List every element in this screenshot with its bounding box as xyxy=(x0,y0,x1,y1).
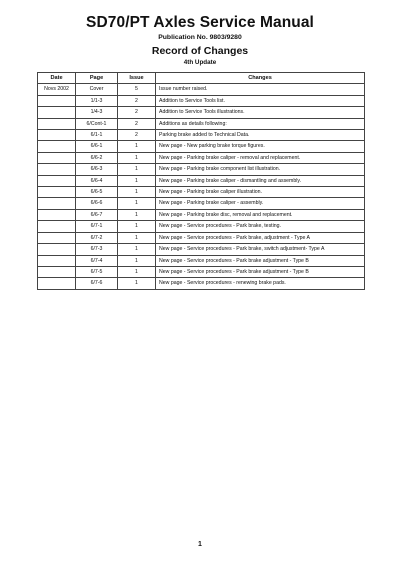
table-row xyxy=(38,266,365,277)
table-row xyxy=(38,118,365,129)
cell-issue: 2 xyxy=(118,107,156,118)
cell-issue: 1 xyxy=(118,266,156,277)
cell-page: 6/6-4 xyxy=(76,175,118,186)
cell-change: New page - Service procedures - Park brake, switch adjustment- Type A xyxy=(156,244,365,255)
cell-issue: 1 xyxy=(118,232,156,243)
cell-change: Issue number raised. xyxy=(156,84,365,95)
table-row xyxy=(38,255,365,266)
cell-change: New page - Service procedures - Park brake, testing. xyxy=(156,221,365,232)
table-row xyxy=(38,209,365,220)
cell-issue: 1 xyxy=(118,141,156,152)
cell-change: New page - Parking brake component list illustration. xyxy=(156,164,365,175)
cell-change: Addition to Service Tools illustrations. xyxy=(156,107,365,118)
table-row xyxy=(38,278,365,289)
table-row xyxy=(38,130,365,141)
cell-issue: 1 xyxy=(118,187,156,198)
cell-date xyxy=(38,130,76,141)
cell-page: 6/6-3 xyxy=(76,164,118,175)
cell-page: 1/1-3 xyxy=(76,95,118,106)
cell-date xyxy=(38,255,76,266)
cell-date xyxy=(38,107,76,118)
cell-page: 6/6-1 xyxy=(76,141,118,152)
column-header-date: Date xyxy=(38,73,76,84)
update-label: 4th Update xyxy=(183,59,217,66)
cell-page: 6/7-3 xyxy=(76,244,118,255)
cell-page: 6/7-1 xyxy=(76,221,118,232)
cell-issue: 2 xyxy=(118,95,156,106)
table-row xyxy=(38,244,365,255)
cell-issue: 1 xyxy=(118,278,156,289)
table-row xyxy=(38,95,365,106)
cell-page: 6/7-6 xyxy=(76,278,118,289)
table-row xyxy=(38,152,365,163)
cell-change: New page - Parking brake caliper illustration. xyxy=(156,187,365,198)
cell-date xyxy=(38,95,76,106)
cell-change: New page - Parking brake caliper - assembly. xyxy=(156,198,365,209)
cell-issue: 1 xyxy=(118,198,156,209)
cell-page: 6/1-1 xyxy=(76,130,118,141)
cell-date xyxy=(38,152,76,163)
cell-date xyxy=(38,198,76,209)
manual-title: SD70/PT Axles Service Manual xyxy=(86,14,314,31)
cell-change: New page - Service procedures - Park brake, adjustment - Type A xyxy=(156,232,365,243)
cell-page: 6/7-5 xyxy=(76,266,118,277)
table-row xyxy=(38,198,365,209)
cell-change: New page - Service procedures - renewing brake pads. xyxy=(156,278,365,289)
table-row xyxy=(38,141,365,152)
table-body xyxy=(38,84,365,289)
cell-change: Additions as details following: xyxy=(156,118,365,129)
table-header-row xyxy=(38,73,365,84)
cell-page: 6/6-6 xyxy=(76,198,118,209)
cell-page: 1/4-3 xyxy=(76,107,118,118)
cell-date xyxy=(38,164,76,175)
cell-issue: 1 xyxy=(118,209,156,220)
cell-page: 6/7-2 xyxy=(76,232,118,243)
table-row xyxy=(38,221,365,232)
cell-change: Parking brake added to Technical Data. xyxy=(156,130,365,141)
cell-page: 6/6-2 xyxy=(76,152,118,163)
cell-change: New page - Service procedures - Park brake adjustment - Type B xyxy=(156,255,365,266)
cell-date xyxy=(38,266,76,277)
cell-date xyxy=(38,187,76,198)
section-title: Record of Changes xyxy=(151,45,249,57)
cell-change: New page - New parking brake torque figures. xyxy=(156,141,365,152)
cell-date xyxy=(38,209,76,220)
cell-page: 6/6-7 xyxy=(76,209,118,220)
cell-change: New page - Parking brake caliper - removal and replacement. xyxy=(156,152,365,163)
cell-date xyxy=(38,221,76,232)
cell-change: Addition to Service Tools list. xyxy=(156,95,365,106)
cell-issue: 1 xyxy=(118,175,156,186)
table-row xyxy=(38,84,365,95)
cell-issue: 1 xyxy=(118,221,156,232)
cell-page: 6/6-5 xyxy=(76,187,118,198)
cell-date xyxy=(38,232,76,243)
cell-issue: 1 xyxy=(118,255,156,266)
cell-change: New page - Parking brake caliper - dismantling and assembly. xyxy=(156,175,365,186)
cell-issue: 2 xyxy=(118,118,156,129)
cell-date xyxy=(38,141,76,152)
cell-date xyxy=(38,118,76,129)
table-row xyxy=(38,187,365,198)
cell-issue: 1 xyxy=(118,244,156,255)
cell-issue: 1 xyxy=(118,152,156,163)
column-header-page: Page xyxy=(76,73,118,84)
cell-issue: 1 xyxy=(118,164,156,175)
table-row xyxy=(38,164,365,175)
cell-page: 6/Cont-1 xyxy=(76,118,118,129)
publication-number: Publication No. 9803/9280 xyxy=(158,34,242,41)
column-header-changes: Changes xyxy=(156,73,365,84)
table-row xyxy=(38,107,365,118)
cell-date xyxy=(38,244,76,255)
cell-issue: 2 xyxy=(118,130,156,141)
record-of-changes-table xyxy=(37,72,365,290)
table-row xyxy=(38,175,365,186)
column-header-issue: Issue xyxy=(118,73,156,84)
cell-change: New page - Service procedures - Park brake adjustment - Type B xyxy=(156,266,365,277)
page-number: 1 xyxy=(198,541,202,548)
cell-date xyxy=(38,278,76,289)
cell-issue: 5 xyxy=(118,84,156,95)
table-row xyxy=(38,232,365,243)
cell-page: 6/7-4 xyxy=(76,255,118,266)
cell-page: Cover xyxy=(76,84,118,95)
cell-change: New page - Parking brake disc, removal and replacement. xyxy=(156,209,365,220)
cell-date xyxy=(38,175,76,186)
cell-date: Novs 2002 xyxy=(38,84,76,95)
